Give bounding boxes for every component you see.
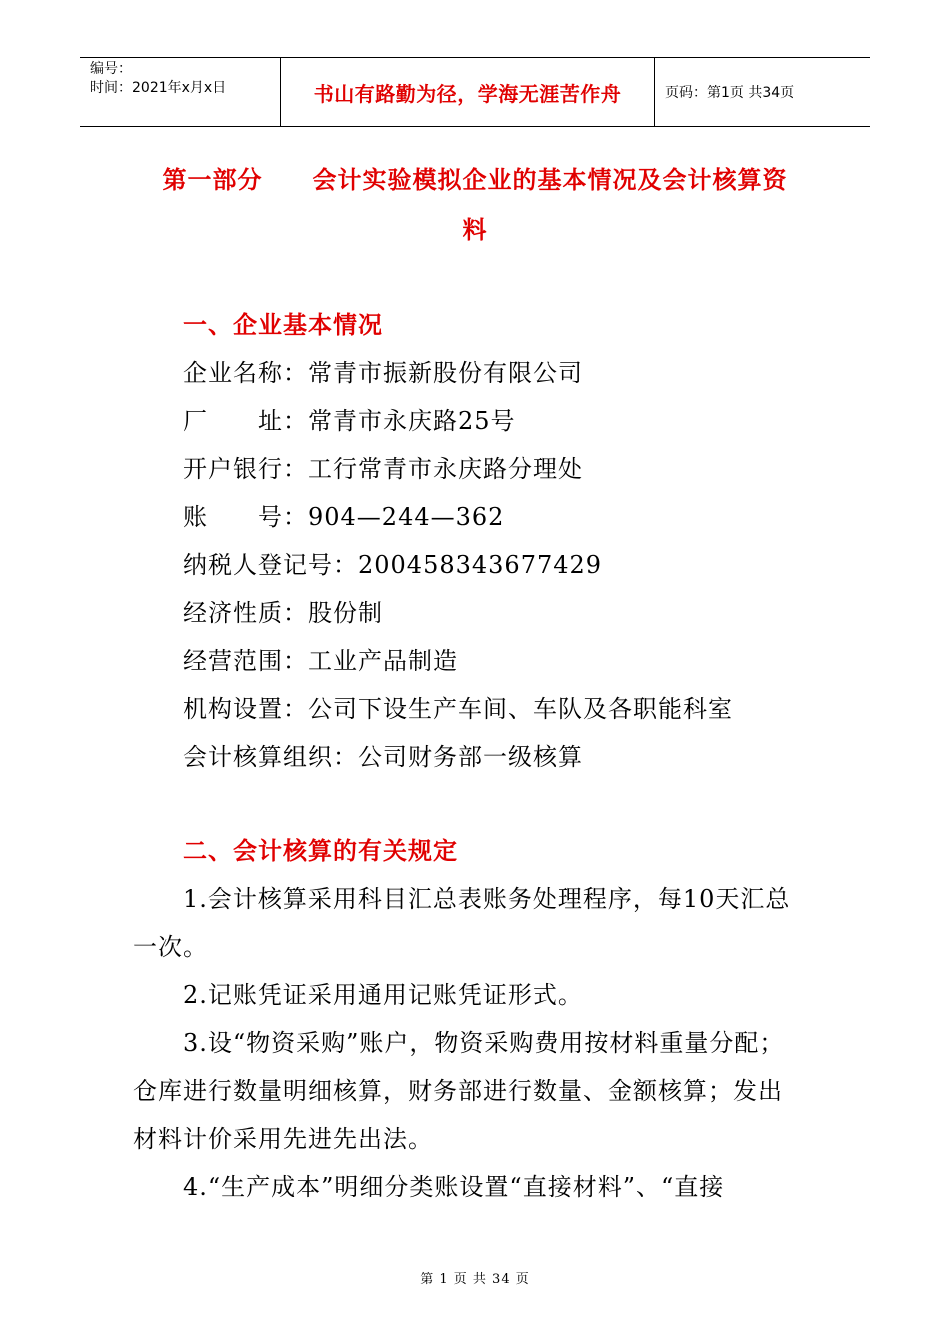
company-name-line: 企业名称：常青市振新股份有限公司 xyxy=(183,359,583,387)
bank-line: 开户银行：工行常青市永庆路分理处 xyxy=(183,455,583,483)
rule-1-line-2: 一次。 xyxy=(133,933,208,961)
rule-4-line-1: 4.“生产成本”明细分类账设置“直接材料”、“直接 xyxy=(183,1173,725,1201)
serial-number-label: 编号： xyxy=(90,61,132,77)
account-number-line: 账 号：904—244—362 xyxy=(183,503,505,531)
taxpayer-id-line: 纳税人登记号：200458343677429 xyxy=(183,551,603,579)
economic-nature-line: 经济性质：股份制 xyxy=(183,599,383,627)
document-title-line-1: 第一部分 会计实验模拟企业的基本情况及会计核算资 xyxy=(162,166,788,194)
address-line: 厂 址：常青市永庆路25号 xyxy=(183,407,516,435)
document-header-table xyxy=(80,57,870,127)
section-heading-accounting-rules: 二、会计核算的有关规定 xyxy=(183,837,458,865)
rule-1-line-1: 1.会计核算采用科目汇总表账务处理程序，每10天汇总 xyxy=(183,885,791,913)
header-page-info: 页码：第1页 共34页 xyxy=(665,85,795,101)
section-heading-basic-info: 一、企业基本情况 xyxy=(183,311,383,339)
header-meta-cell xyxy=(80,58,281,126)
time-label: 时间：2021年x月x日 xyxy=(90,80,227,96)
page-footer: 第 1 页 共 34 页 xyxy=(420,1272,530,1287)
rule-3-line-3: 材料计价采用先进先出法。 xyxy=(133,1125,433,1153)
organization-line: 机构设置：公司下设生产车间、车队及各职能科室 xyxy=(183,695,733,723)
header-motto: 书山有路勤为径，学海无涯苦作舟 xyxy=(281,58,655,126)
rule-3-line-1: 3.设“物资采购”账户，物资采购费用按材料重量分配； xyxy=(183,1029,785,1057)
rule-3-line-2: 仓库进行数量明细核算，财务部进行数量、金额核算；发出 xyxy=(133,1077,783,1105)
rule-2-line: 2.记账凭证采用通用记账凭证形式。 xyxy=(183,981,583,1009)
document-title-line-2: 料 xyxy=(462,216,488,244)
business-scope-line: 经营范围：工业产品制造 xyxy=(183,647,458,675)
accounting-org-line: 会计核算组织：公司财务部一级核算 xyxy=(183,743,583,771)
